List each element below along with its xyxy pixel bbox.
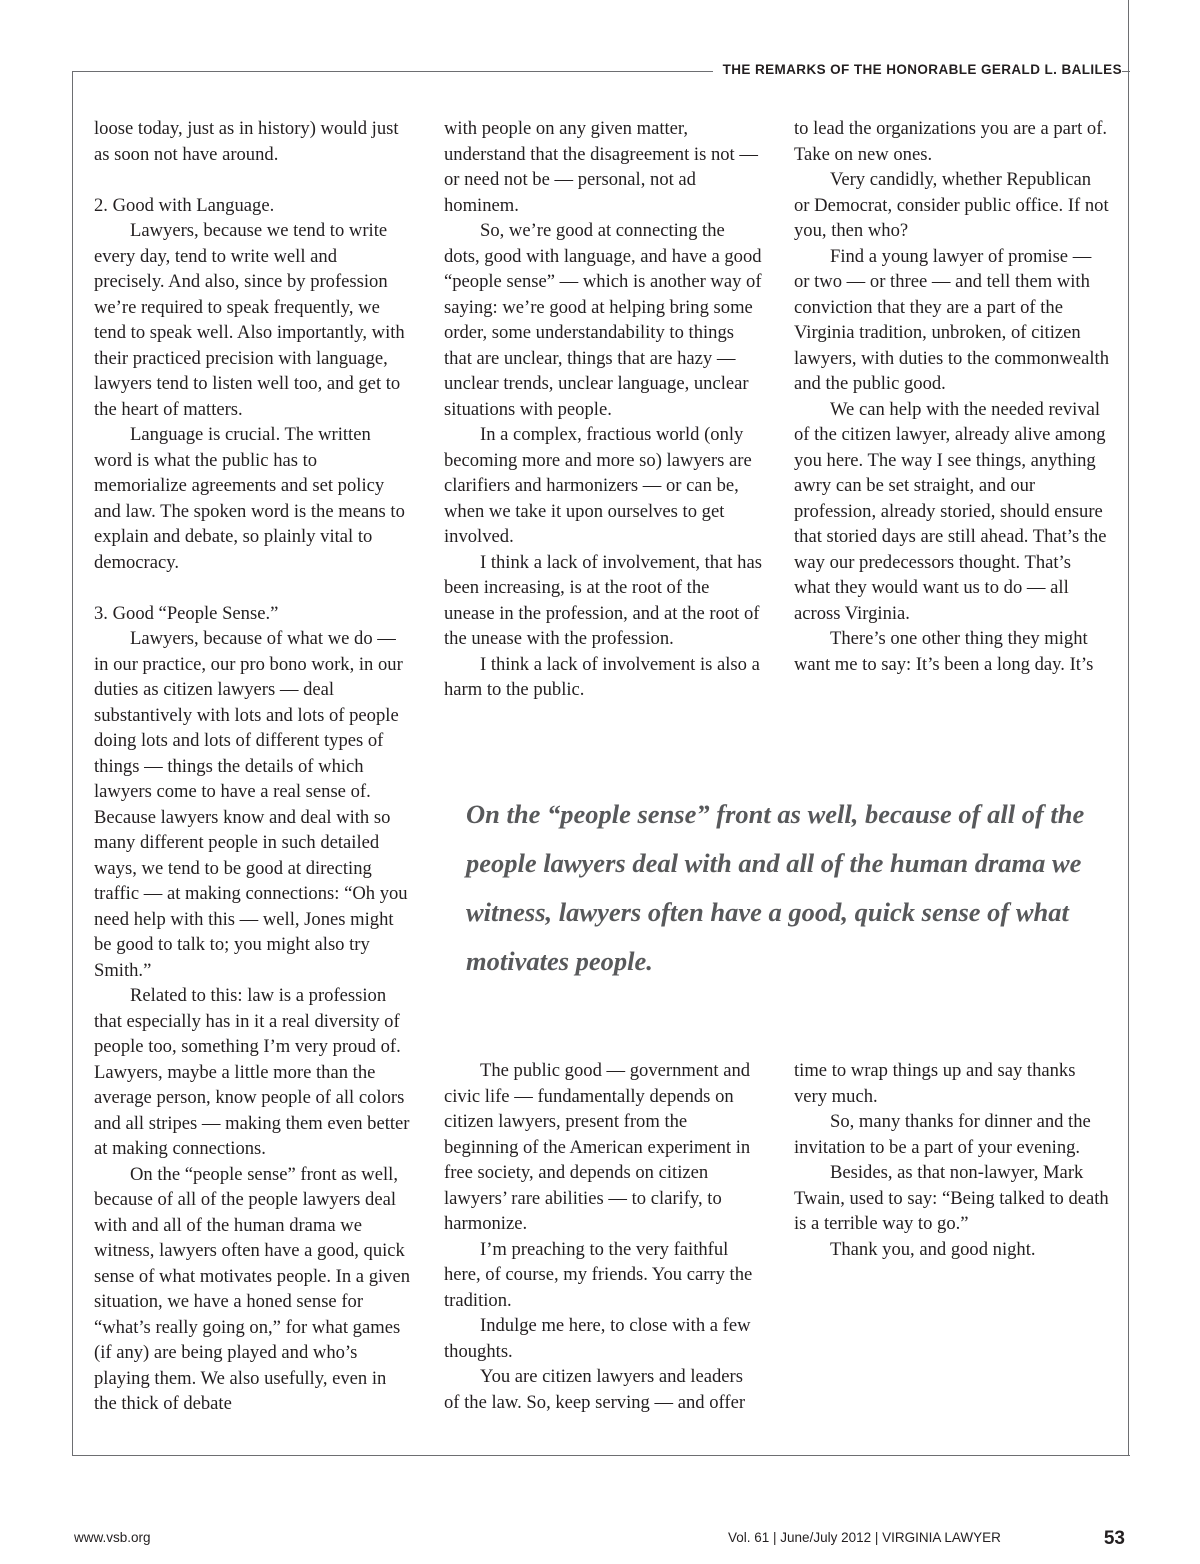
frame-left-rule xyxy=(72,71,73,1456)
paragraph: Indulge me here, to close with a few thoughts. xyxy=(444,1315,751,1362)
paragraph: You are citizen lawyers and leaders of the law. So, keep serving — and offer xyxy=(444,1366,746,1413)
article-column-2-top xyxy=(444,116,762,703)
article-column-3-top xyxy=(794,116,1110,677)
article-column-1 xyxy=(94,116,412,1417)
paragraph: I’m preaching to the very faithful here, of course, my friends. You carry the tradition. xyxy=(444,1238,753,1311)
footer-issue-info: Vol. 61 | June/July 2012 | VIRGINIA LAWYER xyxy=(728,1530,1001,1545)
page-number: 53 xyxy=(1103,1528,1125,1549)
paragraph: So, many thanks for dinner and the invitation to be a part of your evening. xyxy=(794,1111,1091,1158)
footer-website[interactable]: www.vsb.org xyxy=(74,1530,151,1545)
paragraph: Related to this: law is a profession that especially has in it a real diversity of people too, something I’m very proud of. Lawyers, maybe a little more than the average person, know people of all colors and all stripes — making them even better at making connections. xyxy=(94,985,410,1159)
paragraph: In a complex, fractious world (only becoming more and more so) lawyers are clarifiers and harmonizers — or can be, when we take it upon ourselves to get involved. xyxy=(444,424,752,547)
paragraph: On the “people sense” front as well, because of all of the people lawyers deal with and all of the human drama we witness, lawyers often have a good, quick sense of what motivates people. In a given situation, we have a honed sense for “what’s really going on,” for what games (if any) are being played and who’s playing them. We also usefully, even in the thick of debate xyxy=(94,1163,411,1414)
frame-bottom-rule xyxy=(72,1455,1130,1456)
pull-quote: On the “people sense” front as well, because of all of the people lawyers deal with and all of the human drama we witness, lawyers often have a good, quick sense of what motivates people. xyxy=(466,799,1085,976)
paragraph: with people on any given matter, understand that the disagreement is not — or need not be — personal, not ad hominem. xyxy=(444,118,758,216)
paragraph: Language is crucial. The written word is what the public has to memorialize agreements and set policy and law. The spoken word is the means to explain and debate, so plainly vital to democracy. xyxy=(94,424,405,573)
paragraph: So, we’re good at connecting the dots, good with language, and have a good “people sense” — which is another way of saying: we’re good at helping bring some order, some understandability to things that are unclear, things that are hazy — unclear trends, unclear language, unclear situations with people. xyxy=(444,220,762,420)
paragraph: loose today, just as in history) would just as soon not have around. xyxy=(94,118,399,165)
paragraph: Lawyers, because we tend to write every day, tend to write well and precisely. And also, since by profession we’re required to speak frequently, we tend to speak well. Also importantly, with their practiced precision with language, lawyers tend to listen well too, and get to the heart of matters. xyxy=(94,220,405,420)
paragraph: Find a young lawyer of promise — or two — or three — and tell them with conviction that they are a part of the Virginia tradition, unbroken, of citizen lawyers, with duties to the commonwealth and the public good. xyxy=(794,245,1109,394)
paragraph: Very candidly, whether Republican or Democrat, consider public office. If not you, then who? xyxy=(794,169,1109,241)
paragraph: I think a lack of involvement is also a harm to the public. xyxy=(444,653,760,700)
paragraph: There’s one other thing they might want me to say: It’s been a long day. It’s xyxy=(794,628,1094,675)
paragraph: The public good — government and civic life — fundamentally depends on citizen lawyers, present from the beginning of the American experiment in free society, and depends on citizen lawyers’ rare abilities — to clarify, to harmonize. xyxy=(444,1060,751,1234)
frame-right-rule xyxy=(1128,0,1129,1456)
paragraph: time to wrap things up and say thanks very much. xyxy=(794,1060,1076,1107)
paragraph: to lead the organizations you are a part of. Take on new ones. xyxy=(794,118,1108,165)
paragraph: We can help with the needed revival of the citizen lawyer, already alive among you here. The way I see things, anything awry can be set straight, and our profession, already storied, should ensure that storied days are still ahead. That’s the way our predecessors thought. That’s what they would want us to do — all across Virginia. xyxy=(794,398,1107,624)
section-heading: 3. Good “People Sense.” xyxy=(94,602,279,624)
running-header: THE REMARKS OF THE HONORABLE GERALD L. BALILES xyxy=(713,60,1122,80)
paragraph: Besides, as that non-lawyer, Mark Twain, used to say: “Being talked to death is a terrible way to go.” xyxy=(794,1162,1109,1234)
article-column-2-bottom xyxy=(444,1058,762,1415)
section-heading: 2. Good with Language. xyxy=(94,194,275,216)
paragraph: Lawyers, because of what we do — in our practice, our pro bono work, in our duties as citizen lawyers — deal substantively with lots and lots of people doing lots and lots of different types of things — things the details of which lawyers come to have a real sense of. Because lawyers know and deal with so many different people in such detailed ways, we tend to be good at directing traffic — at making connections: “Oh you need help with this — well, Jones might be good to talk to; you might also try Smith.” xyxy=(94,628,408,981)
paragraph: Thank you, and good night. xyxy=(830,1238,1036,1260)
paragraph: I think a lack of involvement, that has been increasing, is at the root of the unease in the profession, and at the root of the unease with the profession. xyxy=(444,551,762,649)
article-column-3-bottom xyxy=(794,1058,1110,1262)
